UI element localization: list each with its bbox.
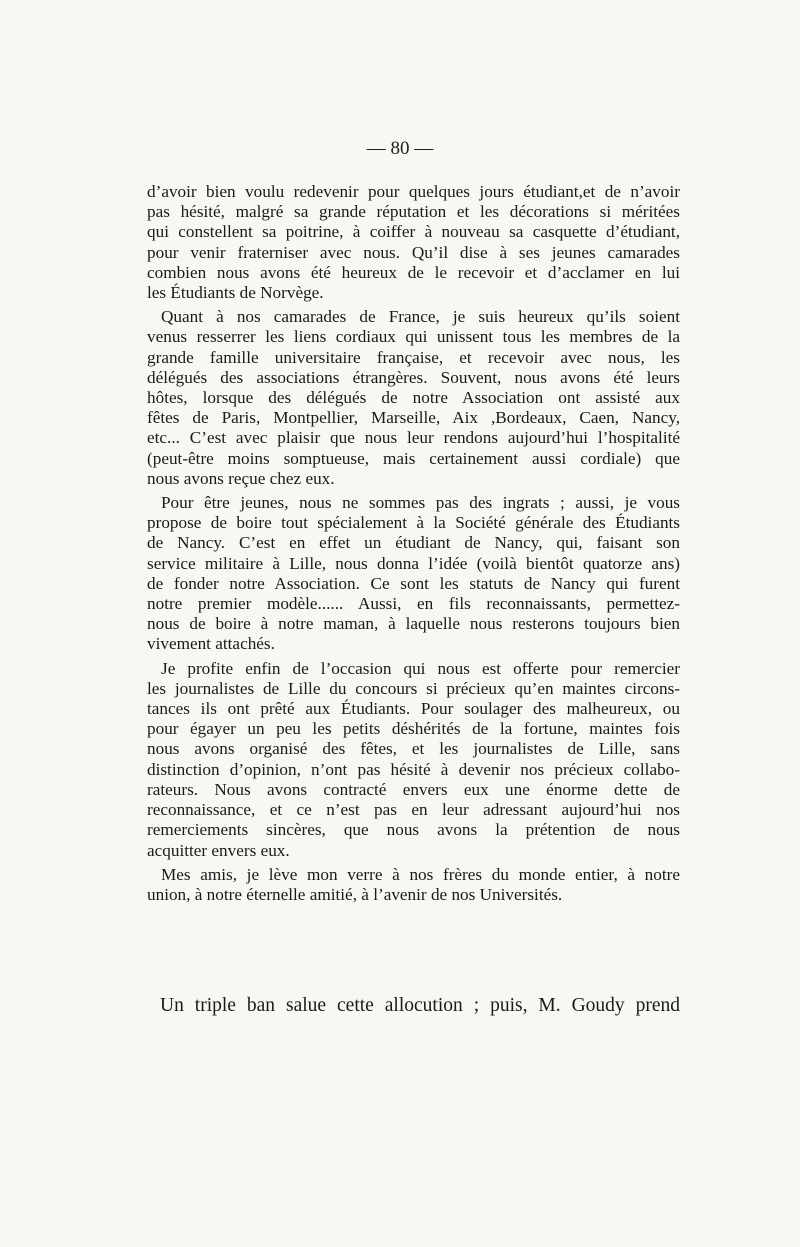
text-line: les journalistes de Lille du concours si précieux qu’en maintes circons- [147,678,680,698]
text-line: rateurs. Nous avons contracté envers eux une énorme dette de [147,779,680,799]
text-line: nous avons organisé des fêtes, et les journalistes de Lille, sans [147,739,680,759]
text-line: fêtes de Paris, Montpellier, Marseille, Aix ,Bordeaux, Caen, Nancy, [147,408,680,428]
text-line: nous de boire à notre maman, à laquelle nous resterons toujours bien [147,614,680,634]
text-line: (peut-être moins somptueuse, mais certainement aussi cordiale) que [147,448,680,468]
paragraph [147,493,680,655]
paragraph [147,659,680,861]
text-line: nous avons reçue chez eux. [147,468,335,488]
text-line: remerciements sincères, que nous avons la prétention de nous [147,820,680,840]
text-line: qui constellent sa poitrine, à coiffer à nouveau sa casquette d’étudiant, [147,222,680,242]
text-line: acquitter envers eux. [147,840,290,860]
text-line: de fonder notre Association. Ce sont les statuts de Nancy qui furent [147,573,680,593]
text-line: les Étudiants de Norvège. [147,283,324,303]
text-line: Je profite enfin de l’occasion qui nous est offerte pour remercier [161,658,680,678]
text-line: propose de boire tout spécialement à la Société générale des Étudiants [147,513,680,533]
text-line: Pour être jeunes, nous ne sommes pas des ingrats ; aussi, je vous [161,493,680,513]
text-line: union, à notre éternelle amitié, à l’avenir de nos Universités. [147,884,563,904]
paragraph [147,182,680,303]
text-line: tances ils ont prêté aux Étudiants. Pour soulager des malheureux, ou [147,699,680,719]
text-line: pour venir fraterniser avec nous. Qu’il dise à ses jeunes camarades [147,242,680,262]
text-line: délégués des associations étrangères. Souvent, nous avons été leurs [147,367,680,387]
paragraph [147,307,680,489]
text-line: reconnaissance, et ce n’est pas en leur adressant aujourd’hui nos [147,800,680,820]
text-line: etc... C’est avec plaisir que nous leur rendons aujourd’hui l’hospitalité [147,428,680,448]
narrative-line: Un triple ban salue cette allocution ; puis, M. Goudy prend [160,995,680,1016]
text-line: d’avoir bien voulu redevenir pour quelques jours étudiant,et de n’avoir [147,182,680,201]
speech-text [147,182,680,905]
text-line: pour égayer un peu les petits déshérités de la fortune, maintes fois [147,719,680,739]
text-line: de Nancy. C’est en effet un étudiant de Nancy, qui, faisant son [147,533,680,553]
text-line: combien nous avons été heureux de le recevoir et d’acclamer en lui [147,262,680,282]
text-line: hôtes, lorsque des délégués de notre Association ont assisté aux [147,388,680,408]
text-line: grande famille universitaire française, et recevoir avec nous, les [147,347,680,367]
text-line: vivement attachés. [147,634,275,654]
text-line: service militaire à Lille, nous donna l’idée (voilà bientôt quatorze ans) [147,553,680,573]
paragraph [147,865,680,905]
text-line: Mes amis, je lève mon verre à nos frères du monde entier, à notre [161,864,680,884]
text-line: notre premier modèle...... Aussi, en fils reconnaissants, permettez- [147,594,680,614]
text-line: distinction d’opinion, n’ont pas hésité à devenir nos précieux collabo- [147,759,680,779]
text-line: venus resserrer les liens cordiaux qui unissent tous les membres de la [147,327,680,347]
text-line: Quant à nos camarades de France, je suis heureux qu’ils soient [161,307,680,327]
text-line: pas hésité, malgré sa grande réputation et les décorations si méritées [147,202,680,222]
page-number: — 80 — [366,138,434,159]
